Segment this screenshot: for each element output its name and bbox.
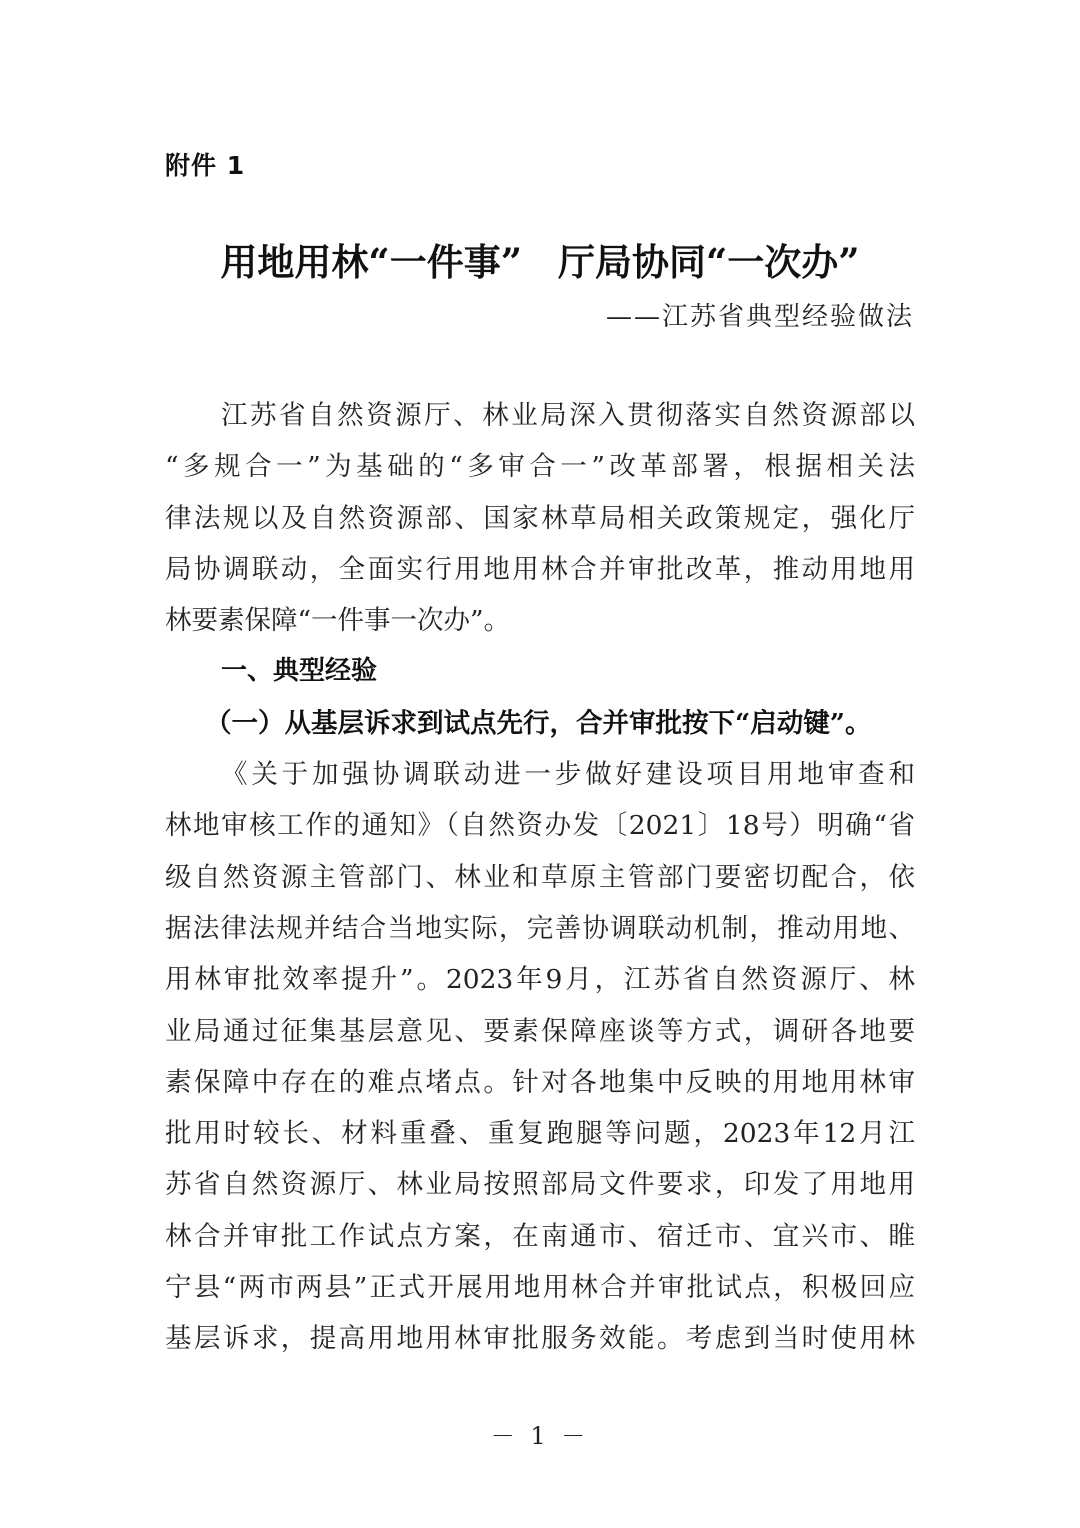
paragraph-1-line: “多规合一”为基础的“多审合一”改革部署，根据相关法 xyxy=(165,451,915,483)
title-part-1: 用地用林“一件事” xyxy=(220,240,522,284)
paragraph-2-line: 批用时较长、材料重叠、重复跑腿等问题，2023年12月江 xyxy=(165,1118,915,1150)
paragraph-1-line: 局协调联动，全面实行用地用林合并审批改革，推动用地用 xyxy=(165,553,915,585)
paragraph-2-line: 用林审批效率提升”。2023年9月，江苏省自然资源厅、林 xyxy=(165,964,915,996)
paragraph-2-line: 素保障中存在的难点堵点。针对各地集中反映的用地用林审 xyxy=(165,1066,915,1098)
paragraph-2-line: 基层诉求，提高用地用林审批服务效能。考虑到当时使用林 xyxy=(165,1323,915,1355)
paragraph-2-line: 《关于加强协调联动进一步做好建设项目用地审查和 xyxy=(221,759,915,791)
paragraph-1-line: 江苏省自然资源厅、林业局深入贯彻落实自然资源部以 xyxy=(221,400,915,431)
attachment-label: 附件 1 xyxy=(165,151,246,180)
paragraph-2-line: 林合并审批工作试点方案，在南通市、宿迁市、宜兴市、睢 xyxy=(165,1220,915,1252)
title-part-2: 厅局协同“一次办” xyxy=(558,240,860,284)
document-subtitle: ——江苏省典型经验做法 xyxy=(605,302,914,332)
document-body xyxy=(165,390,915,1365)
paragraph-2-line: 级自然资源主管部门、林业和草原主管部门要密切配合，依 xyxy=(165,861,915,893)
paragraph-2-line: 宁县“两市两县”正式开展用地用林合并审批试点，积极回应 xyxy=(165,1272,915,1304)
paragraph-2-line: 林地审核工作的通知》（自然资办发〔2021〕18号）明确“省 xyxy=(165,810,915,842)
section-heading: 一、典型经验 xyxy=(221,656,378,687)
paragraph-1-line: 林要素保障“一件事一次办”。 xyxy=(165,605,511,637)
paragraph-1-line: 律法规以及自然资源部、国家林草局相关政策规定，强化厅 xyxy=(165,502,915,534)
subsection-heading: （一）从基层诉求到试点先行，合并审批按下“启动键”。 xyxy=(205,707,872,739)
paragraph-2-line: 苏省自然资源厅、林业局按照部局文件要求，印发了用地用 xyxy=(165,1169,915,1201)
paragraph-2-line: 据法律法规并结合当地实际，完善协调联动机制，推动用地、 xyxy=(165,912,915,944)
document-title xyxy=(0,232,1080,286)
page-number: － 1 － xyxy=(490,1422,590,1450)
paragraph-2-line: 业局通过征集基层意见、要素保障座谈等方式，调研各地要 xyxy=(165,1015,915,1047)
